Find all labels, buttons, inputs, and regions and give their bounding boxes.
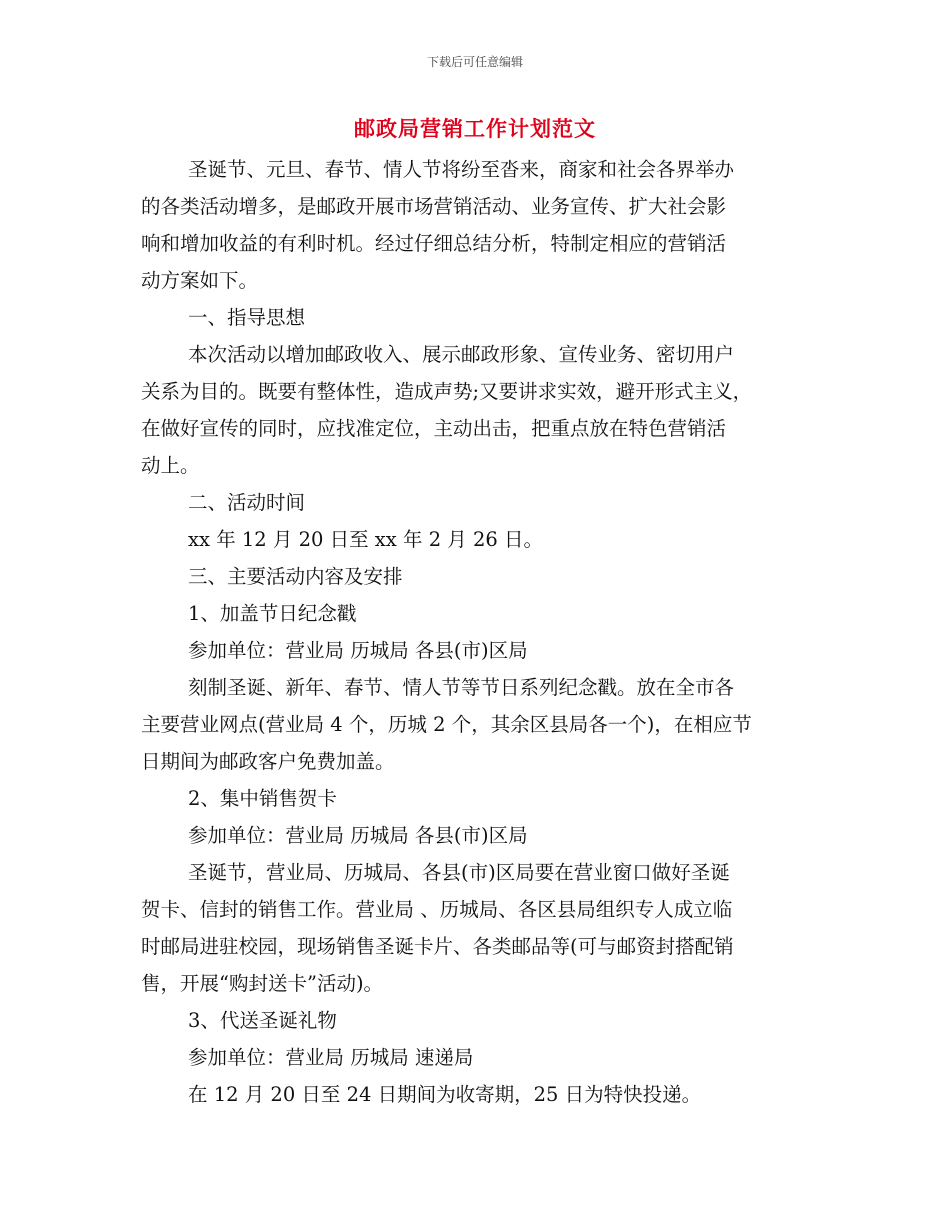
- body-line: 2、集中销售贺卡: [188, 787, 337, 810]
- page-header-note: 下载后可任意编辑: [426, 55, 523, 69]
- body-line: 三、主要活动内容及安排: [188, 565, 403, 588]
- body-line: 一、指导思想: [188, 306, 306, 329]
- body-line: 圣诞节，营业局、历城局、各县(市)区局要在营业窗口做好圣诞: [188, 861, 730, 884]
- body-line: 在做好宣传的同时，应找准定位，主动出击，把重点放在特色营销活: [141, 417, 727, 440]
- body-line: 参加单位：营业局 历城局 各县(市)区局: [188, 639, 528, 662]
- body-line: 关系为目的。既要有整体性，造成声势;又要讲求实效，避开形式主义，: [141, 380, 753, 403]
- body-line: 售，开展“购封送卡”活动)。: [141, 972, 384, 995]
- body-line: 主要营业网点(营业局 4 个，历城 2 个，其余区县局各一个)，在相应节: [141, 713, 752, 736]
- body-line: 参加单位：营业局 历城局 各县(市)区局: [188, 824, 528, 847]
- body-line: 时邮局进驻校园，现场销售圣诞卡片、各类邮品等(可与邮资封搭配销: [141, 935, 734, 958]
- body-line: 日期间为邮政客户免费加盖。: [141, 750, 395, 773]
- body-line: 响和增加收益的有利时机。经过仔细总结分析，特制定相应的营销活: [141, 232, 727, 255]
- body-line: 的各类活动增多，是邮政开展市场营销活动、业务宣传、扩大社会影: [141, 195, 727, 218]
- body-line: 3、代送圣诞礼物: [188, 1009, 337, 1032]
- body-line: 贺卡、信封的销售工作。营业局 、历城局、各区县局组织专人成立临: [141, 898, 733, 921]
- body-line: 1、加盖节日纪念戳: [188, 602, 357, 625]
- body-line: xx 年 12 月 20 日至 xx 年 2 月 26 日。: [188, 528, 544, 551]
- body-line: 本次活动以增加邮政收入、展示邮政形象、宣传业务、密切用户: [188, 343, 735, 366]
- body-line: 动上。: [141, 454, 200, 477]
- body-line: 二、活动时间: [188, 491, 306, 514]
- body-line: 在 12 月 20 日至 24 日期间为收寄期，25 日为特快投递。: [188, 1083, 702, 1106]
- body-line: 刻制圣诞、新年、春节、情人节等节日系列纪念戳。放在全市各: [188, 676, 735, 699]
- document-title: 邮政局营销工作计划范文: [354, 116, 596, 141]
- body-line: 动方案如下。: [141, 269, 259, 292]
- body-line: 参加单位：营业局 历城局 速递局: [188, 1046, 474, 1069]
- body-line: 圣诞节、元旦、春节、情人节将纷至沓来，商家和社会各界举办: [188, 158, 735, 181]
- document-body: [141, 151, 813, 1113]
